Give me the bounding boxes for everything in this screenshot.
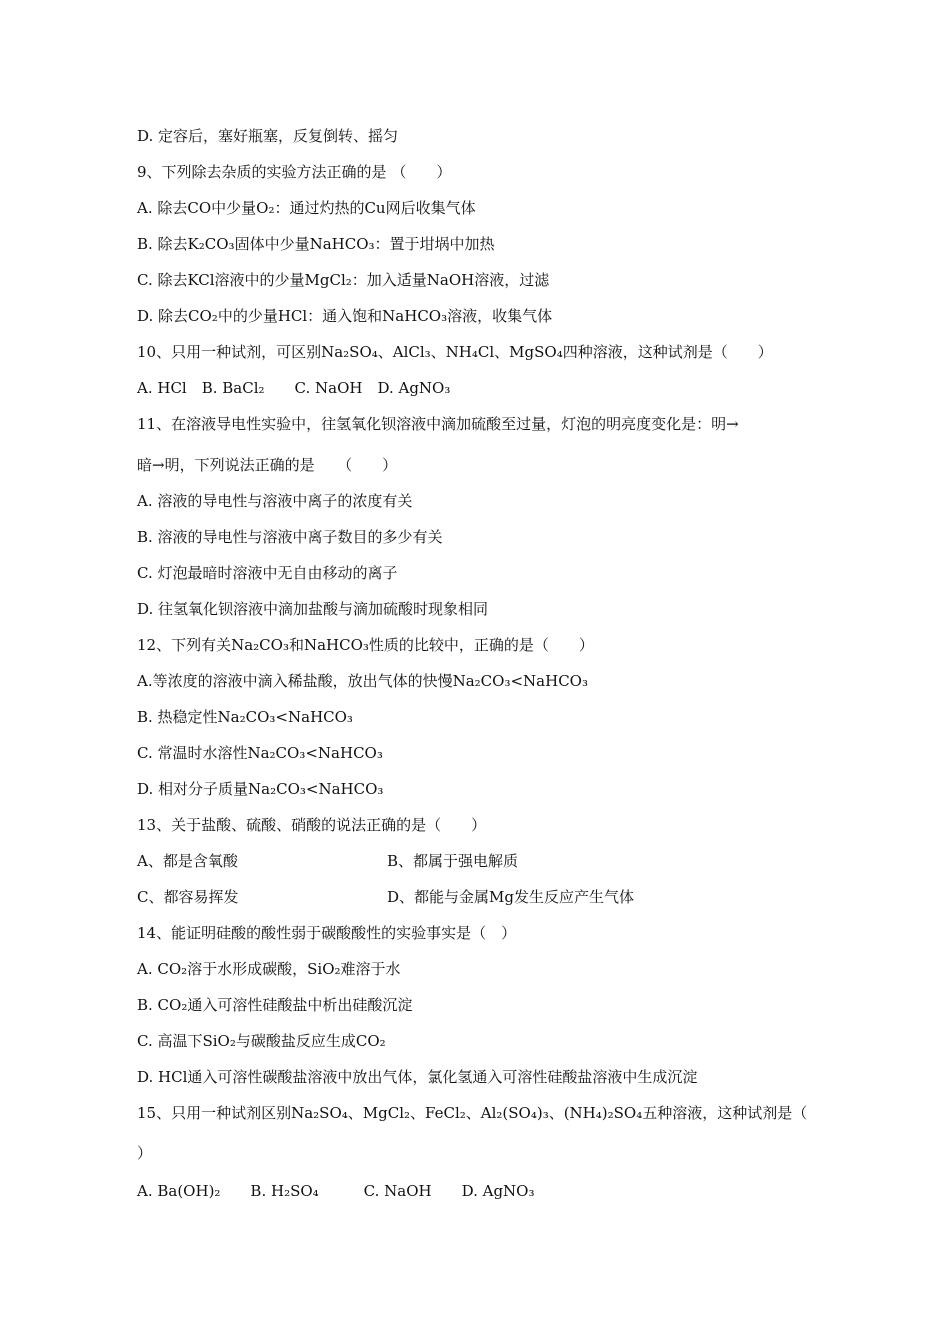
q13-options-row2-right xyxy=(387,887,634,907)
q9-stem: 9、下列除去杂质的实验方法正确的是 （ ） xyxy=(137,163,452,181)
q14-option-c: C. 高温下SiO₂与碳酸盐反应生成CO₂ xyxy=(137,1032,386,1050)
q11-option-a: A. 溶液的导电性与溶液中离子的浓度有关 xyxy=(137,492,413,510)
q14-stem: 14、能证明硅酸的酸性弱于碳酸酸性的实验事实是（ ） xyxy=(137,924,517,942)
q15-stem-line2: ） xyxy=(137,1144,153,1162)
q12-option-b: B. 热稳定性Na₂CO₃<NaHCO₃ xyxy=(137,708,353,726)
q9-option-c: C. 除去KCl溶液中的少量MgCl₂：加入适量NaOH溶液，过滤 xyxy=(137,271,550,289)
q15-stem-line1: 15、只用一种试剂区别Na₂SO₄、MgCl₂、FeCl₂、Al₂(SO₄)₃、(NH₄)₂SO₄五种溶液，这种试剂是（ xyxy=(137,1104,808,1122)
q13-option-c: C、都容易挥发 xyxy=(137,888,239,906)
q11-stem-line2: 暗→明，下列说法正确的是 （ ） xyxy=(137,456,398,474)
q13-options-row2 xyxy=(137,887,238,907)
q13-option-d: D、都能与金属Mg发生反应产生气体 xyxy=(387,888,634,906)
q15-options: A. Ba(OH)₂ B. H₂SO₄ C. NaOH D. AgNO₃ xyxy=(137,1182,535,1200)
q9-option-d: D. 除去CO₂中的少量HCl：通入饱和NaHCO₃溶液，收集气体 xyxy=(137,307,553,325)
q14-option-d: D. HCl通入可溶性碳酸盐溶液中放出气体，氯化氢通入可溶性硅酸盐溶液中生成沉淀 xyxy=(137,1068,698,1086)
q13-stem: 13、关于盐酸、硫酸、硝酸的说法正确的是（ ） xyxy=(137,816,487,834)
q9-option-a: A. 除去CO中少量O₂：通过灼热的Cu网后收集气体 xyxy=(137,199,476,217)
q12-option-d: D. 相对分子质量Na₂CO₃<NaHCO₃ xyxy=(137,780,384,798)
q13-options-row1 xyxy=(137,851,238,871)
q8-option-d: D. 定容后，塞好瓶塞，反复倒转、摇匀 xyxy=(137,127,399,145)
q14-option-a: A. CO₂溶于水形成碳酸，SiO₂难溶于水 xyxy=(137,960,401,978)
q11-option-d: D. 往氢氧化钡溶液中滴加盐酸与滴加硫酸时现象相同 xyxy=(137,600,489,618)
q13-option-b: B、都属于强电解质 xyxy=(387,852,519,870)
q11-option-b: B. 溶液的导电性与溶液中离子数目的多少有关 xyxy=(137,528,443,546)
q12-option-c: C. 常温时水溶性Na₂CO₃<NaHCO₃ xyxy=(137,744,383,762)
q10-options: A. HCl B. BaCl₂ C. NaOH D. AgNO₃ xyxy=(137,379,451,397)
q11-stem-line1: 11、在溶液导电性实验中，往氢氧化钡溶液中滴加硫酸至过量，灯泡的明亮度变化是：明→ xyxy=(137,415,739,433)
q13-option-a: A、都是含氧酸 xyxy=(137,852,238,870)
q9-option-b: B. 除去K₂CO₃固体中少量NaHCO₃：置于坩埚中加热 xyxy=(137,235,495,253)
q10-stem: 10、只用一种试剂，可区别Na₂SO₄、AlCl₃、NH₄Cl、MgSO₄四种溶液，这种试剂是（ ） xyxy=(137,343,773,361)
q14-option-b: B. CO₂通入可溶性硅酸盐中析出硅酸沉淀 xyxy=(137,996,413,1014)
q13-options-row1-right xyxy=(387,851,518,871)
q11-option-c: C. 灯泡最暗时溶液中无自由移动的离子 xyxy=(137,564,398,582)
q12-stem: 12、下列有关Na₂CO₃和NaHCO₃性质的比较中，正确的是（ ） xyxy=(137,636,594,654)
q12-option-a: A.等浓度的溶液中滴入稀盐酸，放出气体的快慢Na₂CO₃<NaHCO₃ xyxy=(137,672,588,690)
